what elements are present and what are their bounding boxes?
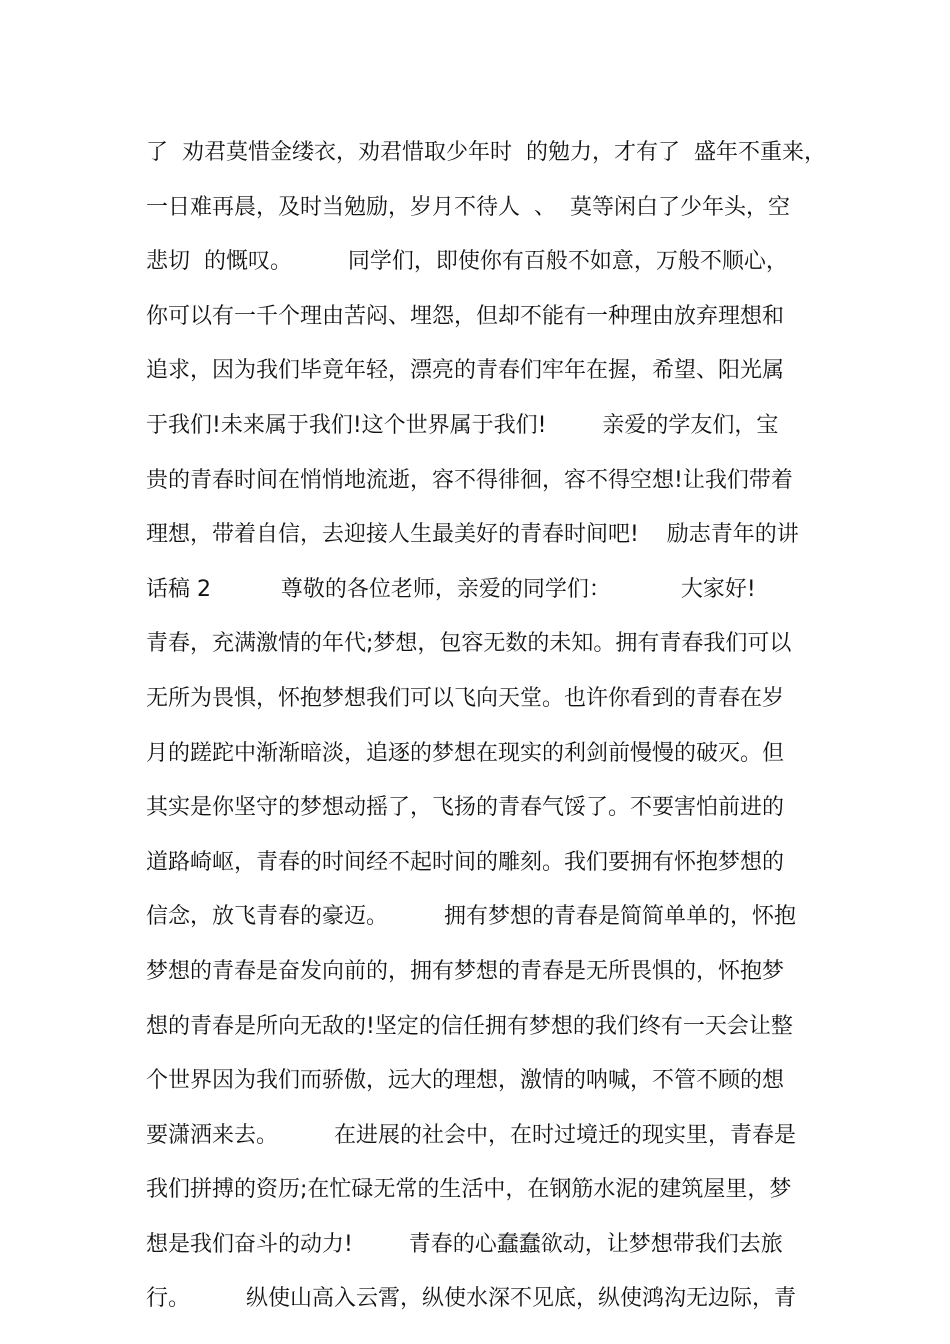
text-line-6: 于我们!未来属于我们!这个世界属于我们! 亲爱的学友们，宝	[146, 412, 779, 438]
text-line-12: 月的蹉跎中渐渐暗淡，追逐的梦想在现实的利剑前慢慢的破灭。但	[146, 740, 785, 766]
text-line-20: 我们拼搏的资历;在忙碌无常的生活中，在钢筋水泥的建筑屋里，梦	[146, 1177, 792, 1203]
text-line-14: 道路崎岖，青春的时间经不起时间的雕刻。我们要拥有怀抱梦想的	[146, 849, 785, 875]
text-line-9: 话稿 2 尊敬的各位老师，亲爱的同学们： 大家好!	[146, 576, 756, 602]
body-text	[146, 130, 846, 1331]
text-line-7: 贵的青春时间在悄悄地流逝，容不得徘徊，容不得空想!让我们带着	[146, 467, 793, 493]
text-line-18: 个世界因为我们而骄傲，远大的理想，激情的呐喊，不管不顾的想	[146, 1068, 785, 1094]
text-line-22: 行。 纵使山高入云霄，纵使水深不见底，纵使鸿沟无边际，青	[146, 1286, 796, 1312]
text-line-2: 一日难再晨，及时当勉励，岁月不待人 、 莫等闲白了少年头，空	[146, 194, 790, 220]
text-line-19: 要潇洒来去。 在进展的社会中，在时过境迁的现实里，青春是	[146, 1122, 796, 1148]
text-line-5: 追求，因为我们毕竟年轻，漂亮的青春们牢年在握，希望、阳光属	[146, 358, 785, 384]
text-line-1: 了 劝君莫惜金缕衣，劝君惜取少年时 的勉力，才有了 盛年不重来，	[146, 140, 826, 165]
text-line-17: 想的青春是所向无敌的!坚定的信任拥有梦想的我们终有一天会让整	[146, 1013, 793, 1039]
text-line-3: 悲切 的慨叹。 同学们，即使你有百般不如意，万般不顺心，	[146, 249, 788, 275]
text-line-4: 你可以有一千个理由苦闷、埋怨，但却不能有一种理由放弃理想和	[146, 303, 785, 329]
text-line-13: 其实是你坚守的梦想动摇了，飞扬的青春气馁了。不要害怕前进的	[146, 795, 785, 821]
text-line-10: 青春，充满激情的年代;梦想，包容无数的未知。拥有青春我们可以	[146, 631, 792, 657]
text-line-16: 梦想的青春是奋发向前的，拥有梦想的青春是无所畏惧的，怀抱梦	[146, 958, 785, 984]
text-line-21: 想是我们奋斗的动力! 青春的心蠢蠢欲动，让梦想带我们去旅	[146, 1231, 783, 1257]
text-line-11: 无所为畏惧，怀抱梦想我们可以飞向天堂。也许你看到的青春在岁	[146, 685, 785, 711]
text-line-8: 理想，带着自信，去迎接人生最美好的青春时间吧! 励志青年的讲	[146, 522, 799, 548]
text-line-15: 信念，放飞青春的豪迈。 拥有梦想的青春是简简单单的，怀抱	[146, 904, 796, 930]
